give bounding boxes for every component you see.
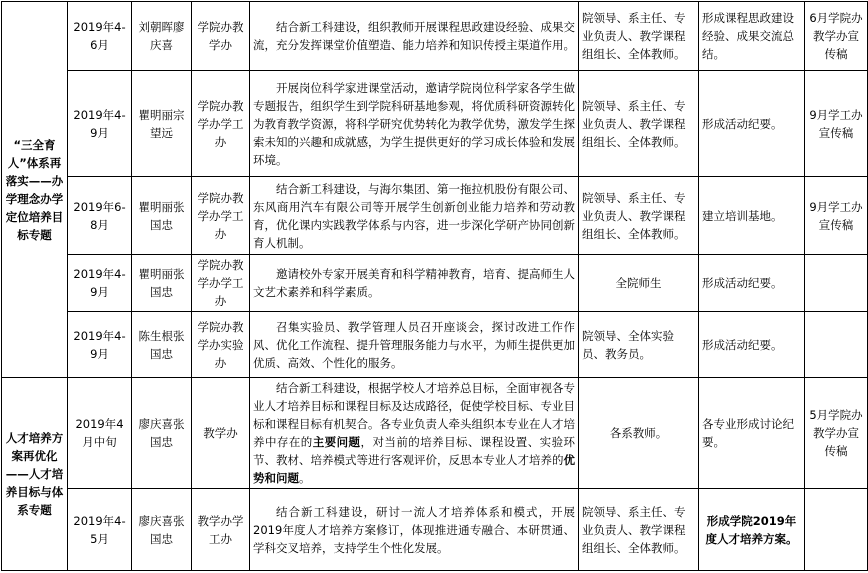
content-cell: 开展岗位科学家进课堂活动，邀请学院岗位科学家各学生做专题报告，组织学生到学院科研基地参观，将优质科研资源转化为教育教学资源，将科学研究优势转化为教学优势，激发学生探索未知的兴趣和成就感，为学生提供更好的学习成长体验和发展环境。 (250, 71, 579, 177)
participants-cell: 院领导、全体实验员、教务员。 (579, 312, 699, 378)
persons-cell: 廖庆喜张国忠 (132, 378, 192, 489)
output-cell: 形成学院2019年度人才培养方案。 (699, 489, 805, 571)
persons-cell: 瞿明丽宗望远 (132, 71, 192, 177)
topic-cell: “三全育人”体系再落实——办学理念办学定位培养目标专题 (2, 2, 68, 378)
publicity-cell (805, 255, 868, 312)
time-cell: 2019年4-5月 (68, 489, 132, 571)
dept-cell: 教学办 (192, 378, 250, 489)
publicity-cell (805, 489, 868, 571)
topic-cell: 人才培养方案再优化——人才培养目标与体系专题 (2, 378, 68, 571)
content-text: ，对当前的培养目标、课程设置、实验环节、教材、培养模式等进行客观评价，反思本专业人才培养的 (253, 435, 576, 467)
dept-cell: 学院办教学办学工办 (192, 177, 250, 255)
publicity-cell: 9月学工办宣传稿 (805, 71, 868, 177)
dept-cell: 教学办学工办 (192, 489, 250, 571)
output-cell: 形成课程思政建设经验、成果交流总结。 (699, 2, 805, 71)
time-cell: 2019年4月中旬 (68, 378, 132, 489)
output-cell: 形成活动纪要。 (699, 255, 805, 312)
publicity-cell: 9月学工办宣传稿 (805, 177, 868, 255)
participants-cell: 院领导、系主任、专业负责人、教学课程组组长、全体教师。 (579, 177, 699, 255)
table-row (2, 2, 868, 71)
content-emphasis: 优势和问题 (253, 453, 575, 485)
output-cell: 形成活动纪要。 (699, 71, 805, 177)
table-row (2, 71, 868, 177)
persons-cell: 廖庆喜张国忠 (132, 489, 192, 571)
time-cell: 2019年6-8月 (68, 177, 132, 255)
persons-cell: 陈生根张国忠 (132, 312, 192, 378)
content-emphasis: 主要问题 (312, 435, 361, 449)
dept-cell: 学院办教学办学工办 (192, 255, 250, 312)
table-row (2, 378, 868, 489)
persons-cell: 刘朝晖廖庆喜 (132, 2, 192, 71)
publicity-cell (805, 312, 868, 378)
table-row (2, 312, 868, 378)
time-cell: 2019年4-9月 (68, 255, 132, 312)
content-cell: 邀请校外专家开展美育和科学精神教育，培育、提高师生人文艺术素养和科学素质。 (250, 255, 579, 312)
persons-cell: 瞿明丽张国忠 (132, 255, 192, 312)
table-row (2, 489, 868, 571)
dept-cell: 学院办教学办实验办 (192, 312, 250, 378)
publicity-cell: 5月学院办教学办宣传稿 (805, 378, 868, 489)
content-cell: 结合新工科建设，与海尔集团、第一拖拉机股份有限公司、东风商用汽车有限公司等开展学生创新创业能力培养和劳动教育，优化课内实践教学体系与内容，进一步深化学研产协同创新育人机制。 (250, 177, 579, 255)
time-cell: 2019年4-6月 (68, 2, 132, 71)
content-cell: 结合新工科建设，研讨一流人才培养体系和模式，开展2019年度人才培养方案修订，体现推进通专融合、本研贯通、学科交叉培养，支持学生个性化发展。 (250, 489, 579, 571)
content-cell: 召集实验员、教学管理人员召开座谈会，探讨改进工作作风、优化工作流程、提升管理服务能力与水平，为师生提供更加优质、高效、个性化的服务。 (250, 312, 579, 378)
participants-cell: 院领导、系主任、专业负责人、教学课程组组长、全体教师。 (579, 489, 699, 571)
participants-cell: 全院师生 (579, 255, 699, 312)
participants-cell: 各系教师。 (579, 378, 699, 489)
content-text: 结合新工科建设，根据学校人才培养总目标，全面审视各专业人才培养目标和课程目标及达成路径，促使学校目标、专业目标和课程目标有机契合。各专业负责人牵头组织本专业在人才培养中存在的 (253, 381, 575, 449)
publicity-cell: 6月学院办教学办宣传稿 (805, 2, 868, 71)
output-cell: 形成活动纪要。 (699, 312, 805, 378)
dept-cell: 学院办教学办学工办 (192, 71, 250, 177)
time-cell: 2019年4-9月 (68, 312, 132, 378)
table-row (2, 255, 868, 312)
content-cell: 结合新工科建设，组织教师开展课程思政建设经验、成果交流，充分发挥课堂价值塑造、能力培养和知识传授主渠道作用。 (250, 2, 579, 71)
time-cell: 2019年4-9月 (68, 71, 132, 177)
content-cell (250, 378, 579, 489)
output-cell: 各专业形成讨论纪要。 (699, 378, 805, 489)
participants-cell: 院领导、系主任、专业负责人、教学课程组组长、全体教师。 (579, 71, 699, 177)
content-text: 。 (299, 471, 311, 485)
dept-cell: 学院办教学办 (192, 2, 250, 71)
output-cell: 建立培训基地。 (699, 177, 805, 255)
persons-cell: 瞿明丽张国忠 (132, 177, 192, 255)
work-plan-table (1, 1, 868, 571)
participants-cell: 院领导、系主任、专业负责人、教学课程组组长、全体教师。 (579, 2, 699, 71)
table-row (2, 177, 868, 255)
